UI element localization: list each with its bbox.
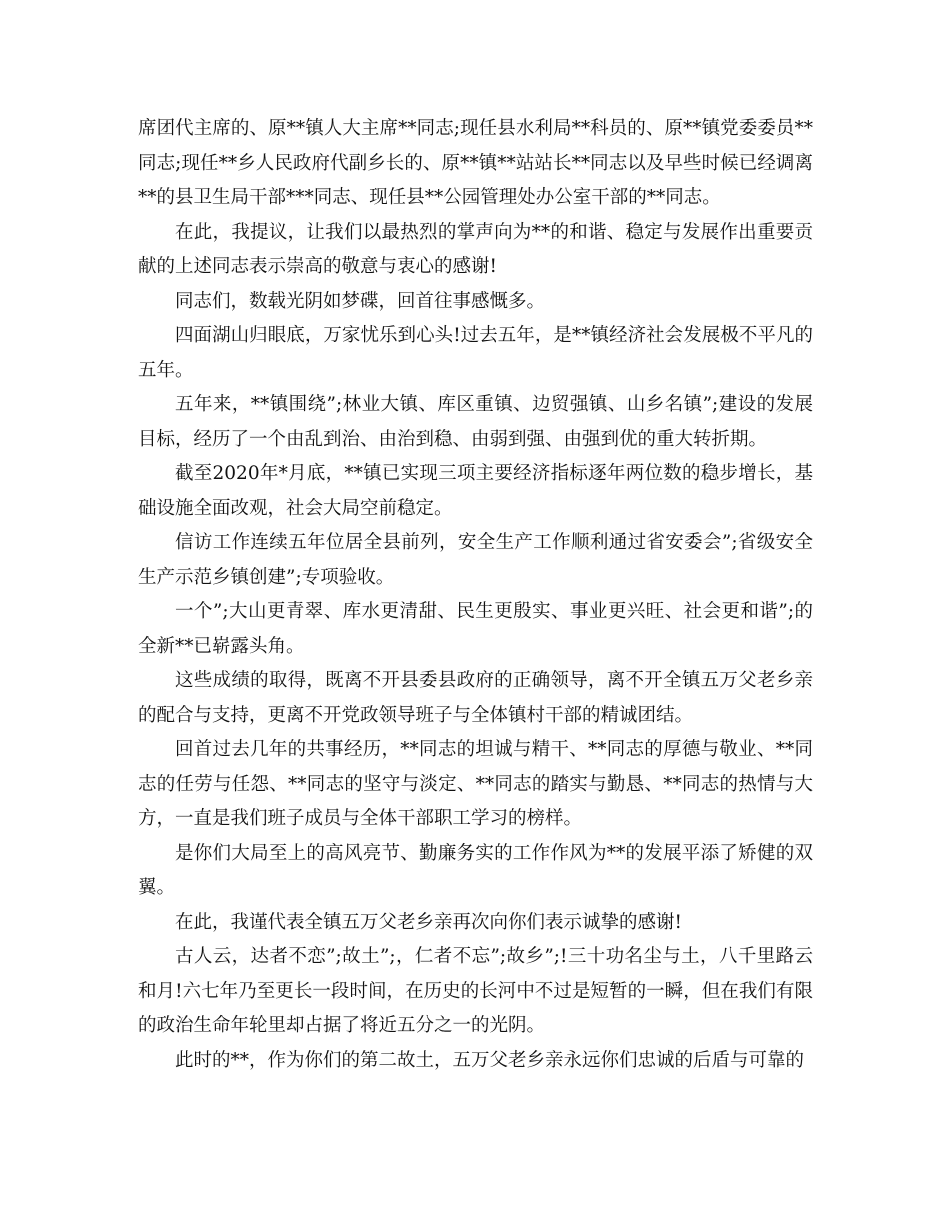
paragraph: 四面湖山归眼底，万家忧乐到心头!过去五年，是**镇经济社会发展极不平凡的五年。 [138, 325, 813, 381]
paragraph: 截至2020年*月底，**镇已实现三项主要经济指标逐年两位数的稳步增长，基础设施全面改观，社会大局空前稳定。 [138, 463, 813, 519]
paragraph: 此时的**，作为你们的第二故土，五万父老乡亲永远你们忠诚的后盾与可靠的 [175, 1049, 805, 1071]
paragraph: 是你们大局至上的高风亮节、勤廉务实的工作作风为**的发展平添了矫健的双翼。 [138, 842, 813, 898]
paragraph: 回首过去几年的共事经历，**同志的坦诚与精干、**同志的厚德与敬业、**同志的任劳与任怨、**同志的坚守与淡定、**同志的踏实与勤恳、**同志的热情与大方，一直是我们班子成员与全体干部职工学习的榜样。 [138, 739, 813, 829]
document-body [138, 112, 813, 1078]
paragraph: 同志们，数载光阴如梦碟，回首往事感慨多。 [175, 290, 546, 312]
paragraph: 席团代主席的、原**镇人大主席**同志;现任县水利局**科员的、原**镇党委委员**同志;现任**乡人民政府代副乡长的、原**镇**站站长**同志以及早些时候已经调离**的县卫生局干部***同志、现任县**公园管理处办公室干部的**同志。 [138, 118, 813, 208]
paragraph: 信访工作连续五年位居全县前列，安全生产工作顺利通过省安委会”;省级安全生产示范乡镇创建”;专项验收。 [138, 532, 813, 588]
paragraph: 一个”;大山更青翠、库水更清甜、民生更殷实、事业更兴旺、社会更和谐”;的全新**已崭露头角。 [138, 601, 813, 657]
paragraph: 五年来，**镇围绕”;林业大镇、库区重镇、边贸强镇、山乡名镇”;建设的发展目标，经历了一个由乱到治、由治到稳、由弱到强、由强到优的重大转折期。 [138, 394, 813, 450]
paragraph: 这些成绩的取得，既离不开县委县政府的正确领导，离不开全镇五万父老乡亲的配合与支持，更离不开党政领导班子与全体镇村干部的精诚团结。 [138, 670, 813, 726]
paragraph: 在此，我提议，让我们以最热烈的掌声向为**的和谐、稳定与发展作出重要贡献的上述同志表示崇高的敬意与衷心的感谢! [138, 221, 813, 277]
paragraph: 古人云，达者不恋”;故土”;，仁者不忘”;故乡”;!三十功名尘与土，八千里路云和月!六七年乃至更长一段时间，在历史的长河中不过是短暂的一瞬，但在我们有限的政治生命年轮里却占据了将近五分之一的光阴。 [138, 946, 813, 1036]
paragraph: 在此，我谨代表全镇五万父老乡亲再次向你们表示诚挚的感谢! [175, 911, 682, 933]
